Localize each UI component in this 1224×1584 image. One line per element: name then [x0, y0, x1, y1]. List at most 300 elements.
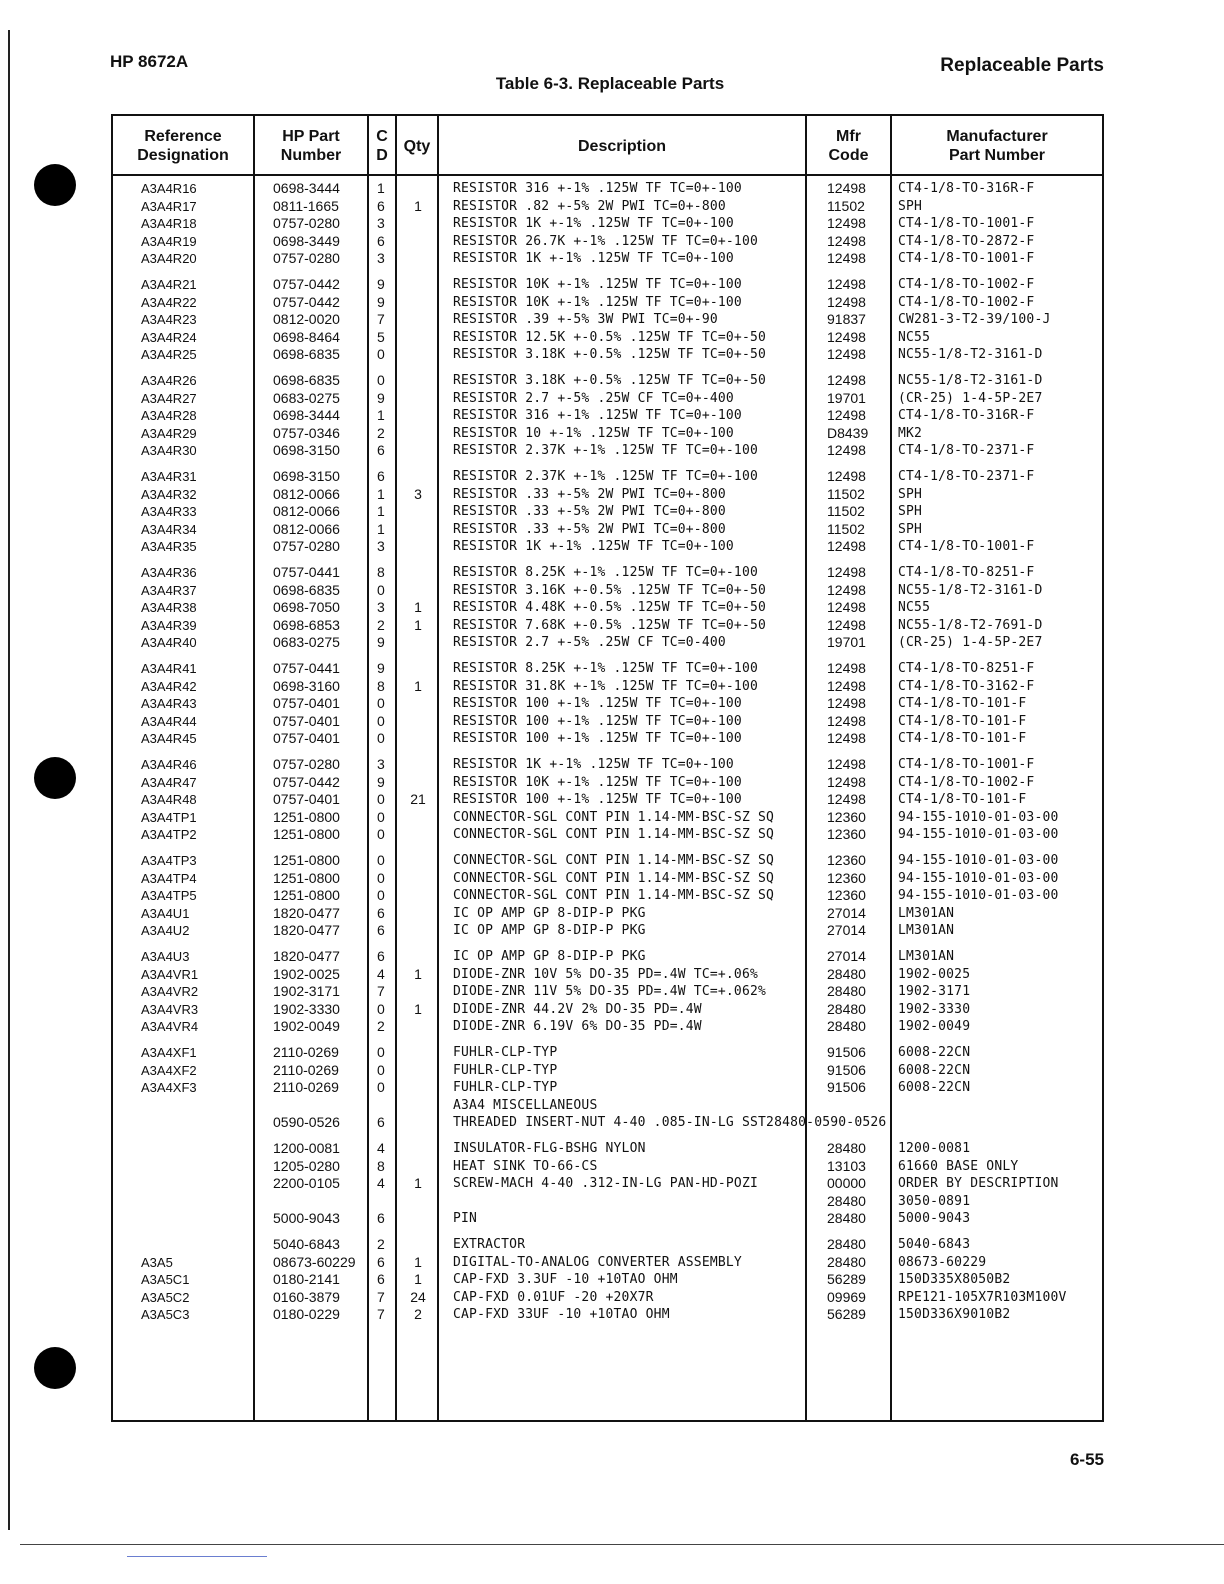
- description-cell: CONNECTOR-SGL CONT PIN 1.14-MM-BSC-SZ SQ: [453, 809, 775, 825]
- mfr-code-cell: 11502: [827, 485, 865, 502]
- part-number-cell: 5000-9043: [273, 1210, 340, 1226]
- mfr-code-cell: 12498: [827, 564, 866, 580]
- mfr-part-number-cell: NC55-1/8-T2-3161-D: [898, 373, 1043, 388]
- ref-cell: A3A4R16: [141, 181, 197, 196]
- table-row: [113, 1175, 1102, 1193]
- ref-cell: A3A4U2: [141, 923, 190, 938]
- mfr-code-cell: 12498: [827, 791, 866, 807]
- description-cell: RESISTOR 10 +-1% .125W TF TC=0+-100: [453, 425, 734, 441]
- part-number-cell: 0757-0401: [273, 730, 340, 746]
- description-cell: PIN: [453, 1211, 478, 1226]
- description-cell: RESISTOR 3.18K +-0.5% .125W TF TC=0+-50: [453, 373, 767, 388]
- table-row: [113, 442, 1102, 460]
- part-number-cell: 0757-0441: [273, 660, 340, 676]
- check-digit-cell: 9: [377, 389, 385, 406]
- description-cell: RESISTOR 10K +-1% .125W TF TC=0+-100: [453, 774, 742, 790]
- table-row: [113, 564, 1102, 582]
- part-number-cell: 0698-6835: [273, 581, 340, 598]
- row-group: [113, 1140, 1102, 1228]
- ref-cell: A3A4XF3: [141, 1080, 197, 1095]
- qty-cell: 1: [414, 1253, 422, 1270]
- bottom-mark: [127, 1556, 267, 1557]
- check-digit-cell: 0: [377, 346, 385, 362]
- mfr-code-cell: 91506: [827, 1044, 866, 1060]
- mfr-part-number-cell: NC55: [898, 600, 931, 615]
- part-number-cell: 0683-0275: [273, 389, 340, 406]
- table-row: [113, 1193, 1102, 1211]
- table-row: [113, 617, 1102, 635]
- part-number-cell: 0698-3449: [273, 232, 340, 249]
- part-number-cell: 0757-0280: [273, 538, 340, 554]
- table-row: [113, 1289, 1102, 1307]
- description-cell: IC OP AMP GP 8-DIP-P PKG: [453, 949, 646, 964]
- mfr-code-cell: 28480: [827, 1140, 866, 1156]
- description-cell: SCREW-MACH 4-40 .312-IN-LG PAN-HD-POZI: [453, 1176, 759, 1191]
- header-qty: Qty: [403, 137, 431, 155]
- mfr-part-number-cell: CT4-1/8-TO-2371-F: [898, 443, 1035, 458]
- mfr-code-cell: 28480: [827, 965, 866, 982]
- check-digit-cell: 6: [377, 232, 385, 249]
- mfr-code-cell: 12498: [827, 346, 866, 362]
- part-number-cell: 0757-0280: [273, 756, 340, 772]
- qty-cell: 1: [414, 1000, 422, 1017]
- punch-hole: [34, 164, 76, 206]
- mfr-code-cell: 28480: [827, 983, 866, 999]
- description-cell: RESISTOR 2.37K +-1% .125W TF TC=0+-100: [453, 443, 759, 458]
- part-number-cell: 2110-0269: [273, 1079, 339, 1095]
- description-cell: IC OP AMP GP 8-DIP-P PKG: [453, 905, 646, 921]
- mfr-part-number-cell: CT4-1/8-TO-1002-F: [898, 277, 1035, 292]
- table-row: [113, 1114, 1102, 1132]
- part-number-cell: 0698-6853: [273, 616, 340, 633]
- part-number-cell: 1820-0477: [273, 904, 340, 921]
- table-row: [113, 948, 1102, 966]
- table-row: [113, 521, 1102, 539]
- table-row: [113, 1271, 1102, 1289]
- mfr-code-cell: 19701: [827, 634, 866, 650]
- mfr-part-number-cell: CT4-1/8-TO-3162-F: [898, 678, 1035, 694]
- table-row: [113, 1097, 1102, 1115]
- table-row: [113, 713, 1102, 731]
- part-number-cell: 1251-0800: [273, 852, 340, 868]
- check-digit-cell: 0: [377, 1000, 385, 1017]
- ref-cell: A3A4R35: [141, 539, 197, 554]
- description-cell: RESISTOR 100 +-1% .125W TF TC=0+-100: [453, 731, 742, 746]
- table-row: [113, 503, 1102, 521]
- row-group: [113, 948, 1102, 1036]
- qty-cell: 21: [410, 791, 426, 807]
- mfr-part-number-cell: 94-155-1010-01-03-00: [898, 888, 1059, 903]
- mfr-code-cell: 09969: [827, 1288, 866, 1305]
- mfr-code-cell: 00000: [827, 1175, 866, 1191]
- row-group: [113, 372, 1102, 460]
- mfr-part-number-cell: SPH: [898, 198, 923, 214]
- check-digit-cell: 1: [377, 407, 385, 423]
- description-cell: RESISTOR 100 +-1% .125W TF TC=0+-100: [453, 713, 742, 729]
- description-cell: RESISTOR 316 +-1% .125W TF TC=0+-100: [453, 181, 742, 196]
- table-row: [113, 870, 1102, 888]
- description-cell: RESISTOR 1K +-1% .125W TF TC=0+-100: [453, 757, 734, 772]
- table-body: [113, 180, 1102, 1332]
- check-digit-cell: 4: [377, 1175, 385, 1191]
- mfr-code-cell: 12360: [827, 826, 866, 842]
- part-number-cell: 2200-0105: [273, 1175, 340, 1191]
- table-row: [113, 809, 1102, 827]
- description-cell: RESISTOR 7.68K +-0.5% .125W TF TC=0+-50: [453, 617, 767, 633]
- bottom-rule: [20, 1544, 1224, 1545]
- part-number-cell: 08673-60229: [273, 1253, 356, 1270]
- check-digit-cell: 9: [377, 276, 385, 292]
- part-number-cell: 0698-3150: [273, 442, 340, 458]
- mfr-part-number-cell: NC55: [898, 329, 931, 345]
- mfr-part-number-cell: CT4-1/8-TO-1001-F: [898, 251, 1035, 266]
- mfr-code-cell: 12498: [827, 538, 866, 554]
- description-cell: IC OP AMP GP 8-DIP-P PKG: [453, 923, 646, 938]
- ref-cell: A3A4R33: [141, 504, 197, 519]
- check-digit-cell: 0: [377, 712, 385, 729]
- mfr-part-number-cell: CT4-1/8-TO-1001-F: [898, 539, 1035, 554]
- ref-cell: A3A4U3: [141, 949, 190, 964]
- description-cell: RESISTOR .33 +-5% 2W PWI TC=0+-800: [453, 521, 726, 537]
- description-cell: DIODE-ZNR 44.2V 2% DO-35 PD=.4W: [453, 1001, 702, 1017]
- mfr-part-number-cell: 1902-3171: [898, 984, 971, 999]
- description-cell: DIODE-ZNR 11V 5% DO-35 PD=.4W TC=+.062%: [453, 984, 767, 999]
- mfr-code-cell: 19701: [827, 389, 866, 406]
- mfr-part-number-cell: SPH: [898, 504, 923, 519]
- ref-cell: A3A4TP2: [141, 827, 197, 842]
- mfr-part-number-cell: CT4-1/8-TO-2872-F: [898, 233, 1035, 249]
- table-row: [113, 390, 1102, 408]
- description-cell: RESISTOR .33 +-5% 2W PWI TC=0+-800: [453, 504, 726, 519]
- table-row: [113, 826, 1102, 844]
- row-group: [113, 1044, 1102, 1132]
- mfr-code-cell: 28480: [827, 1018, 866, 1034]
- description-cell: RESISTOR 26.7K +-1% .125W TF TC=0+-100: [453, 233, 759, 249]
- mfr-code-cell: 12498: [827, 695, 866, 711]
- ref-cell: A3A4TP4: [141, 870, 197, 886]
- ref-cell: A3A4R21: [141, 277, 197, 292]
- check-digit-cell: 4: [377, 965, 385, 982]
- table-row: [113, 329, 1102, 347]
- mfr-part-number-cell: 1902-3330: [898, 1001, 971, 1017]
- check-digit-cell: 6: [377, 922, 385, 938]
- part-number-cell: 0698-7050: [273, 599, 340, 615]
- section-header: Replaceable Parts: [940, 55, 1104, 76]
- qty-cell: 1: [414, 677, 422, 694]
- header-mfr-code: Mfr Code: [828, 128, 869, 164]
- ref-cell: A3A4R17: [141, 198, 197, 214]
- ref-cell: A3A4VR1: [141, 966, 199, 982]
- part-number-cell: 0180-0229: [273, 1306, 340, 1322]
- mfr-part-number-cell: CT4-1/8-TO-2371-F: [898, 469, 1035, 484]
- ref-cell: A3A4R32: [141, 486, 197, 502]
- header-reference-designation: Reference Designation: [137, 128, 229, 164]
- check-digit-cell: 0: [377, 791, 385, 807]
- check-digit-cell: 6: [377, 1210, 385, 1226]
- check-digit-cell: 0: [377, 730, 385, 746]
- ref-cell: A3A4R26: [141, 373, 197, 388]
- check-digit-cell: 0: [377, 869, 385, 886]
- check-digit-cell: 0: [377, 1079, 385, 1095]
- mfr-code-cell: 12498: [827, 250, 866, 266]
- part-number-cell: 0812-0066: [273, 503, 340, 519]
- ref-cell: A3A4VR2: [141, 984, 199, 999]
- ref-cell: A3A4VR3: [141, 1001, 199, 1017]
- ref-cell: A3A4U1: [141, 905, 190, 921]
- check-digit-cell: 2: [377, 616, 385, 633]
- table-row: [113, 599, 1102, 617]
- table-row: [113, 1140, 1102, 1158]
- mfr-part-number-cell: CT4-1/8-TO-8251-F: [898, 661, 1035, 676]
- check-digit-cell: 6: [377, 1271, 385, 1287]
- ref-cell: A3A4R27: [141, 390, 197, 406]
- table-row: [113, 250, 1102, 268]
- description-cell: RESISTOR 2.37K +-1% .125W TF TC=0+-100: [453, 469, 759, 484]
- check-digit-cell: 3: [377, 599, 385, 615]
- description-cell: RESISTOR 1K +-1% .125W TF TC=0+-100: [453, 539, 734, 554]
- check-digit-cell: 6: [377, 1253, 385, 1270]
- description-cell: CONNECTOR-SGL CONT PIN 1.14-MM-BSC-SZ SQ: [453, 870, 775, 886]
- description-cell: CONNECTOR-SGL CONT PIN 1.14-MM-BSC-SZ SQ: [453, 888, 775, 903]
- mfr-code-cell: 12498: [827, 773, 866, 790]
- mfr-part-number-cell: CT4-1/8-TO-101-F: [898, 713, 1027, 729]
- description-cell: RESISTOR 1K +-1% .125W TF TC=0+-100: [453, 216, 734, 231]
- mfr-part-number-cell: CT4-1/8-TO-101-F: [898, 792, 1027, 807]
- description-cell: CAP-FXD 3.3UF -10 +10TAO OHM: [453, 1272, 678, 1287]
- row-group: [113, 660, 1102, 748]
- description-cell: DIODE-ZNR 6.19V 6% DO-35 PD=.4W: [453, 1019, 702, 1034]
- mfr-part-number-cell: CT4-1/8-TO-101-F: [898, 731, 1027, 746]
- mfr-code-cell: 13103: [827, 1157, 866, 1174]
- description-cell: RESISTOR 2.7 +-5% .25W CF TC=0-400: [453, 635, 726, 650]
- ref-cell: A3A4VR4: [141, 1019, 199, 1034]
- table-row: [113, 486, 1102, 504]
- ref-cell: A3A4R37: [141, 582, 197, 598]
- description-cell: EXTRACTOR: [453, 1237, 526, 1252]
- mfr-code-cell: 12498: [827, 677, 866, 694]
- header-description: Description: [577, 137, 666, 155]
- table-row: [113, 1001, 1102, 1019]
- check-digit-cell: 7: [377, 983, 385, 999]
- row-group: [113, 756, 1102, 844]
- mfr-code-cell: 11502: [827, 503, 865, 519]
- mfr-code-cell: D8439: [827, 424, 869, 441]
- description-cell: RESISTOR 31.8K +-1% .125W TF TC=0+-100: [453, 678, 759, 694]
- mfr-part-number-cell: ORDER BY DESCRIPTION: [898, 1176, 1059, 1191]
- part-number-cell: 0812-0066: [273, 485, 340, 502]
- part-number-cell: 0698-3150: [273, 468, 340, 484]
- ref-cell: A3A4R46: [141, 757, 197, 772]
- header-manufacturer-part-number: Manufacturer Part Number: [946, 128, 1048, 164]
- ref-cell: A3A4XF2: [141, 1062, 197, 1078]
- mfr-code-cell: 28480: [827, 1236, 866, 1252]
- part-number-cell: 0698-6835: [273, 346, 340, 362]
- check-digit-cell: 9: [377, 293, 385, 310]
- description-cell: THREADED INSERT-NUT 4-40 .085-IN-LG SST28480-0590-0526: [453, 1115, 887, 1130]
- mfr-part-number-cell: 6008-22CN: [898, 1045, 971, 1060]
- mfr-part-number-cell: CW281-3-T2-39/100-J: [898, 312, 1051, 327]
- table-row: [113, 695, 1102, 713]
- table-row: [113, 1079, 1102, 1097]
- check-digit-cell: 1: [377, 485, 385, 502]
- table-row: [113, 407, 1102, 425]
- table-row: [113, 198, 1102, 216]
- mfr-part-number-cell: LM301AN: [898, 923, 955, 938]
- description-cell: A3A4 MISCELLANEOUS: [453, 1097, 598, 1113]
- ref-cell: A3A4R41: [141, 661, 197, 676]
- table-row: [113, 1018, 1102, 1036]
- check-digit-cell: 3: [377, 215, 385, 231]
- check-digit-cell: 2: [377, 1236, 385, 1252]
- check-digit-cell: 6: [377, 197, 385, 214]
- mfr-code-cell: 28480: [827, 1000, 866, 1017]
- check-digit-cell: 6: [377, 948, 385, 964]
- check-digit-cell: 0: [377, 1044, 385, 1060]
- check-digit-cell: 6: [377, 904, 385, 921]
- check-digit-cell: 3: [377, 250, 385, 266]
- row-group: [113, 564, 1102, 652]
- ref-cell: A3A4R31: [141, 469, 197, 484]
- table-row: [113, 730, 1102, 748]
- ref-cell: A3A4TP1: [141, 809, 197, 825]
- ref-cell: A3A4R25: [141, 347, 197, 362]
- ref-cell: A3A4R43: [141, 696, 197, 711]
- ref-cell: A3A5C2: [141, 1289, 190, 1305]
- mfr-part-number-cell: NC55-1/8-T2-7691-D: [898, 617, 1043, 633]
- description-cell: RESISTOR .33 +-5% 2W PWI TC=0+-800: [453, 486, 726, 502]
- mfr-code-cell: 12498: [827, 599, 866, 615]
- part-number-cell: 0812-0020: [273, 311, 340, 327]
- check-digit-cell: 0: [377, 808, 385, 825]
- part-number-cell: 1820-0477: [273, 922, 340, 938]
- mfr-part-number-cell: MK2: [898, 425, 923, 441]
- table-row: [113, 791, 1102, 809]
- table-row: [113, 922, 1102, 940]
- description-cell: RESISTOR 316 +-1% .125W TF TC=0+-100: [453, 408, 742, 423]
- check-digit-cell: 9: [377, 660, 385, 676]
- mfr-code-cell: 12498: [827, 407, 866, 423]
- mfr-code-cell: 27014: [827, 948, 866, 964]
- part-number-cell: 0757-0401: [273, 791, 340, 807]
- table-row: [113, 905, 1102, 923]
- header-hp-part-number: HP Part Number: [280, 128, 342, 164]
- description-cell: RESISTOR 8.25K +-1% .125W TF TC=0+-100: [453, 565, 759, 580]
- table-title: Table 6-3. Replaceable Parts: [495, 74, 725, 93]
- mfr-code-cell: 12498: [827, 756, 866, 772]
- check-digit-cell: 0: [377, 852, 385, 868]
- ref-cell: A3A4R18: [141, 216, 197, 231]
- check-digit-cell: 9: [377, 773, 385, 790]
- description-cell: RESISTOR 4.48K +-0.5% .125W TF TC=0+-50: [453, 600, 767, 615]
- mfr-code-cell: 12498: [827, 468, 866, 484]
- check-digit-cell: 6: [377, 468, 385, 484]
- part-number-cell: 0812-0066: [273, 520, 340, 537]
- description-cell: RESISTOR 1K +-1% .125W TF TC=0+-100: [453, 251, 734, 266]
- mfr-part-number-cell: 3050-0891: [898, 1193, 971, 1209]
- qty-cell: 2: [414, 1306, 422, 1322]
- mfr-part-number-cell: CT4-1/8-TO-1001-F: [898, 757, 1035, 772]
- description-cell: RESISTOR 3.18K +-0.5% .125W TF TC=0+-50: [453, 347, 767, 362]
- ref-cell: A3A4XF1: [141, 1045, 197, 1060]
- table-row: [113, 1306, 1102, 1324]
- check-digit-cell: 9: [377, 634, 385, 650]
- description-cell: CONNECTOR-SGL CONT PIN 1.14-MM-BSC-SZ SQ: [453, 853, 775, 868]
- part-number-cell: 0757-0280: [273, 215, 340, 231]
- part-number-cell: 0180-2141: [273, 1271, 340, 1287]
- check-digit-cell: 0: [377, 581, 385, 598]
- table-row: [113, 582, 1102, 600]
- ref-cell: A3A4R24: [141, 329, 197, 345]
- table-row: [113, 215, 1102, 233]
- mfr-part-number-cell: SPH: [898, 521, 923, 537]
- mfr-code-cell: 12360: [827, 887, 866, 903]
- part-number-cell: 0698-8464: [273, 328, 340, 345]
- description-cell: RESISTOR 100 +-1% .125W TF TC=0+-100: [453, 696, 742, 711]
- part-number-cell: 1251-0800: [273, 826, 340, 842]
- description-cell: RESISTOR .82 +-5% 2W PWI TC=0+-800: [453, 198, 726, 214]
- mfr-part-number-cell: (CR-25) 1-4-5P-2E7: [898, 390, 1043, 406]
- description-cell: RESISTOR 3.16K +-0.5% .125W TF TC=0+-50: [453, 582, 767, 598]
- mfr-code-cell: 28480: [827, 1192, 866, 1209]
- part-number-cell: 1902-3171: [273, 983, 340, 999]
- table-row: [113, 468, 1102, 486]
- qty-cell: 1: [414, 197, 422, 214]
- check-digit-cell: 1: [377, 180, 385, 196]
- mfr-part-number-cell: LM301AN: [898, 949, 955, 964]
- table-row: [113, 660, 1102, 678]
- row-group: [113, 1236, 1102, 1324]
- ref-cell: A3A4R22: [141, 294, 197, 310]
- part-number-cell: 0757-0441: [273, 564, 340, 580]
- mfr-code-cell: 12498: [827, 616, 866, 633]
- part-number-cell: 0698-6835: [273, 372, 340, 388]
- description-cell: CONNECTOR-SGL CONT PIN 1.14-MM-BSC-SZ SQ: [453, 827, 775, 842]
- check-digit-cell: 8: [377, 677, 385, 694]
- mfr-part-number-cell: 5000-9043: [898, 1211, 971, 1226]
- part-number-cell: 0757-0442: [273, 773, 340, 790]
- mfr-part-number-cell: 94-155-1010-01-03-00: [898, 870, 1059, 886]
- mfr-code-cell: 12498: [827, 442, 866, 458]
- part-number-cell: 2110-0269: [273, 1061, 339, 1078]
- description-cell: FUHLR-CLP-TYP: [453, 1062, 558, 1078]
- mfr-part-number-cell: CT4-1/8-TO-8251-F: [898, 565, 1035, 580]
- part-number-cell: 2110-0269: [273, 1044, 339, 1060]
- mfr-code-cell: 11502: [827, 520, 865, 537]
- mfr-code-cell: 27014: [827, 904, 866, 921]
- mfr-code-cell: 12498: [827, 581, 866, 598]
- part-number-cell: 1902-0049: [273, 1018, 340, 1034]
- description-cell: CAP-FXD 0.01UF -20 +20X7R: [453, 1289, 654, 1305]
- mfr-part-number-cell: RPE121-105X7R103M100V: [898, 1289, 1067, 1305]
- part-number-cell: 0698-3444: [273, 407, 340, 423]
- parts-table: [111, 114, 1104, 1422]
- table-row: [113, 1158, 1102, 1176]
- mfr-code-cell: 12498: [827, 215, 866, 231]
- mfr-part-number-cell: 94-155-1010-01-03-00: [898, 853, 1059, 868]
- page-edge-line: [8, 30, 10, 1530]
- check-digit-cell: 2: [377, 1018, 385, 1034]
- mfr-part-number-cell: CT4-1/8-TO-316R-F: [898, 181, 1035, 196]
- check-digit-cell: 0: [377, 695, 385, 711]
- qty-cell: 1: [414, 616, 422, 633]
- ref-cell: A3A4R42: [141, 678, 197, 694]
- ref-cell: A3A4R44: [141, 713, 197, 729]
- mfr-part-number-cell: 1902-0049: [898, 1019, 971, 1034]
- mfr-part-number-cell: 94-155-1010-01-03-00: [898, 827, 1059, 842]
- qty-cell: 1: [414, 1271, 422, 1287]
- mfr-code-cell: 12498: [827, 293, 866, 310]
- mfr-part-number-cell: 1902-0025: [898, 966, 971, 982]
